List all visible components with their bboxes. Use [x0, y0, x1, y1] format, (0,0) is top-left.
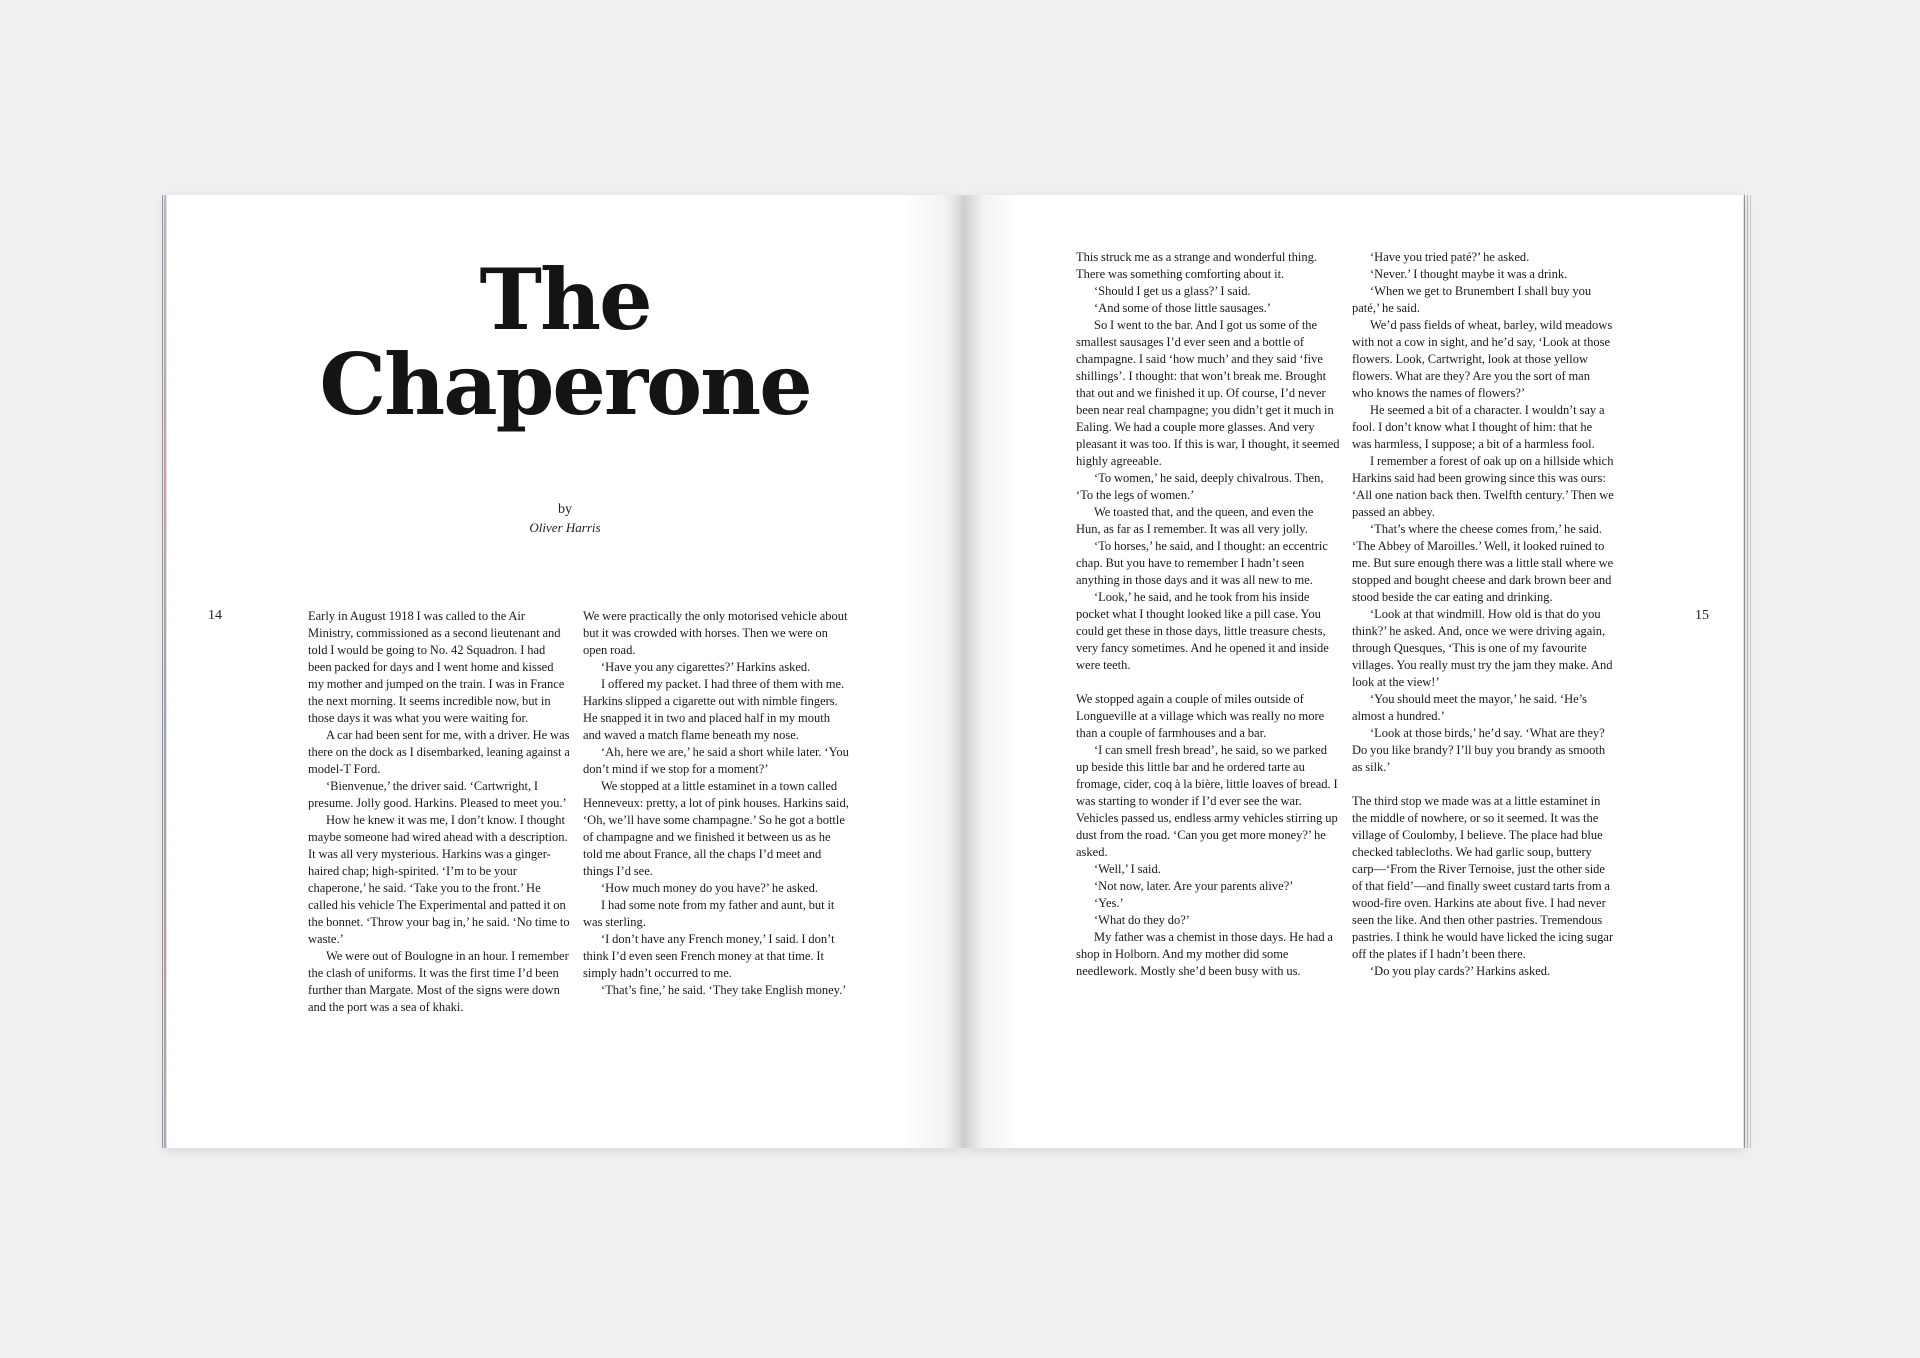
paragraph: ‘How much money do you have?’ he asked. [601, 881, 819, 895]
paragraph: ‘When we get to Brunembert I shall buy you paté,’ he said. [1352, 284, 1592, 315]
paragraph: ‘I can smell fresh bread’, he said, so we parked up beside this little bar and he ordered tarte au fromage, cider, coq à la bière, little loaves of bread. I was starting to wonder if I’d ever see the war. Vehicles passed us, endless army vehicles stirring up dust from the road. ‘Can you get more money?’ he asked. [1076, 743, 1338, 859]
title-line-1: The [479, 250, 651, 349]
paragraph: He seemed a bit of a character. I wouldn’t say a fool. I don’t know what I thought of him: that he was harmless, I suppose; a bit of a harmless fool. [1352, 403, 1605, 451]
paragraph: ‘I don’t have any French money,’ I said. I don’t think I’d even seen French money at that time. It simply hadn’t occurred to me. [583, 932, 835, 980]
paragraph: ‘Do you play cards?’ Harkins asked. [1370, 964, 1551, 978]
paragraph: Early in August 1918 I was called to the Air Ministry, commissioned as a second lieutenant and told I would be going to No. 42 Squadron. I had been packed for days and I went home and kissed my mother and jumped on the train. I was in France the next morning. It seems incredible now, but in those days it was what you were waiting for. [308, 609, 565, 725]
paragraph: ‘Bienvenue,’ the driver said. ‘Cartwright, I presume. Jolly good. Harkins. Pleased to meet you.’ [308, 779, 567, 810]
paragraph: ‘Should I get us a glass?’ I said. [1094, 284, 1251, 298]
paragraph: ‘Look,’ he said, and he took from his inside pocket what I thought looked like a pill case. You could get these in those days, little treasure chests, very fancy sometimes. And he opened it and inside were teeth. [1076, 590, 1329, 672]
paragraph: ‘Ah, here we are,’ he said a short while later. ‘You don’t mind if we stop for a moment?’ [583, 745, 849, 776]
title-line-2: Chaperone [319, 335, 811, 434]
paragraph: ‘You should meet the mayor,’ he said. ‘He’s almost a hundred.’ [1352, 692, 1588, 723]
page-number-left: 14 [208, 608, 222, 623]
paragraph: I had some note from my father and aunt, but it was sterling. [583, 898, 835, 929]
paragraph: We stopped at a little estaminet in a town called Henneveux: pretty, a lot of pink houses. Harkins said, ‘Oh, we’ll have some champagne.’ So he got a bottle of champagne and we finished it between us as he told me about France, all the chaps I’d meet and things I’d see. [583, 779, 849, 878]
paragraph: ‘Yes.’ [1094, 896, 1124, 910]
paragraph: ‘What do they do?’ [1094, 913, 1190, 927]
paragraph: The third stop we made was at a little estaminet in the middle of nowhere, or so it seemed. It was the village of Coulomby, I believe. The place had blue checked tablecloths. We had garlic soup, buttery carp—‘From the River Ternoise, just the other side of that field’—and finally sweet custard tarts from a wood-fire oven. Harkins ate about five. I had never seen the like. And then other pastries. Tremendous pastries. I think he would have licked the icing sugar off the plates if I hadn’t been there. [1352, 794, 1614, 961]
paragraph: ‘Never.’ I thought maybe it was a drink. [1370, 267, 1568, 281]
paragraph: We were out of Boulogne in an hour. I remember the clash of uniforms. It was the first time I’d been further than Margate. Most of the signs were down and the port was a sea of khaki. [308, 949, 569, 1014]
text-column-1 [308, 608, 570, 1016]
paragraph: ‘And some of those little sausages.’ [1094, 301, 1271, 315]
paragraph: ‘Have you tried paté?’ he asked. [1370, 250, 1530, 264]
paragraph: We were practically the only motorised vehicle about but it was crowded with horses. Then we were on open road. [583, 609, 848, 657]
paragraph: I offered my packet. I had three of them with me. Harkins slipped a cigarette out with nimble fingers. He snapped it in two and placed half in my mouth and waved a match flame beneath my nose. [583, 677, 845, 742]
paragraph: ‘Look at that windmill. How old is that do you think?’ he asked. And, once we were driving again, through Quesques, ‘This is one of my favourite villages. You really must try the jam they make. And look at the view!’ [1352, 607, 1613, 689]
paragraph: ‘That’s fine,’ he said. ‘They take English money.’ [601, 983, 847, 997]
text-column-3 [1076, 249, 1340, 980]
paragraph: A car had been sent for me, with a driver. He was there on the dock as I disembarked, leaning against a model-T Ford. [308, 728, 570, 776]
byline-by: by [558, 502, 572, 517]
page-number-right: 15 [1695, 608, 1709, 623]
text-column-2 [583, 608, 849, 999]
paragraph: How he knew it was me, I don’t know. I thought maybe someone had wired ahead with a description. It was all very mysterious. Harkins was a ginger-haired chap; high-spirited. ‘I’m to be your chaperone,’ he said. ‘Take you to the front.’ He called his vehicle The Experimental and patted it on the bonnet. ‘Throw your bag in,’ he said. ‘No time to waste.’ [308, 813, 570, 946]
paragraph: ‘To horses,’ he said, and I thought: an eccentric chap. But you have to remember I hadn’t seen anything in those days and it was all new to me. [1076, 539, 1328, 587]
paragraph: ‘Not now, later. Are your parents alive?’ [1094, 879, 1294, 893]
paragraph: I remember a forest of oak up on a hillside which Harkins said had been growing since this was ours: ‘All one nation back then. Twelfth century.’ Then we passed an abbey. [1352, 454, 1614, 519]
paragraph: ‘Look at those birds,’ he’d say. ‘What are they? Do you like brandy? I’ll buy you brandy as smooth as silk.’ [1352, 726, 1606, 774]
paragraph: ‘Well,’ I said. [1094, 862, 1161, 876]
byline-author: Oliver Harris [529, 520, 601, 535]
paragraph: We toasted that, and the queen, and even the Hun, as far as I remember. It was all very jolly. [1076, 505, 1314, 536]
paragraph: So I went to the bar. And I got us some of the smallest sausages I’d ever seen and a bottle of champagne. I said ‘how much’ and they said ‘five shillings’. I thought: that won’t break me. Brought that out and we finished it up. Of course, I’d never been near real champagne; you didn’t get it much in Ealing. We had a couple more glasses. And very pleasant it was too. If this is war, I thought, it seemed highly agreeable. [1076, 318, 1340, 468]
left-page [167, 195, 963, 1148]
paragraph: My father was a chemist in those days. He had a shop in Holborn. And my mother did some needlework. Mostly she’d been busy with us. [1076, 930, 1333, 978]
paragraph: We’d pass fields of wheat, barley, wild meadows with not a cow in sight, and he’d say, ‘Look at those flowers. Look, Cartwright, look at those yellow flowers. What are they? Are you the sort of man who knows the names of flowers?’ [1352, 318, 1613, 400]
paragraph: ‘To women,’ he said, deeply chivalrous. Then, ‘To the legs of women.’ [1076, 471, 1324, 502]
paragraph: We stopped again a couple of miles outside of Longueville at a village which was really no more than a couple of farmhouses and a bar. [1076, 692, 1325, 740]
gutter-shadow [963, 195, 1018, 1148]
paragraph: ‘Have you any cigarettes?’ Harkins asked. [601, 660, 811, 674]
paragraph: ‘That’s where the cheese comes from,’ he said. ‘The Abbey of Maroilles.’ Well, it looked ruined to me. But sure enough there was a little stall where we stopped and bought cheese and dark brown beer and stood beside the car eating and drinking. [1352, 522, 1614, 604]
right-page [963, 195, 1743, 1148]
paragraph: This struck me as a strange and wonderful thing. There was something comforting about it. [1076, 250, 1317, 281]
text-column-4 [1352, 249, 1614, 980]
